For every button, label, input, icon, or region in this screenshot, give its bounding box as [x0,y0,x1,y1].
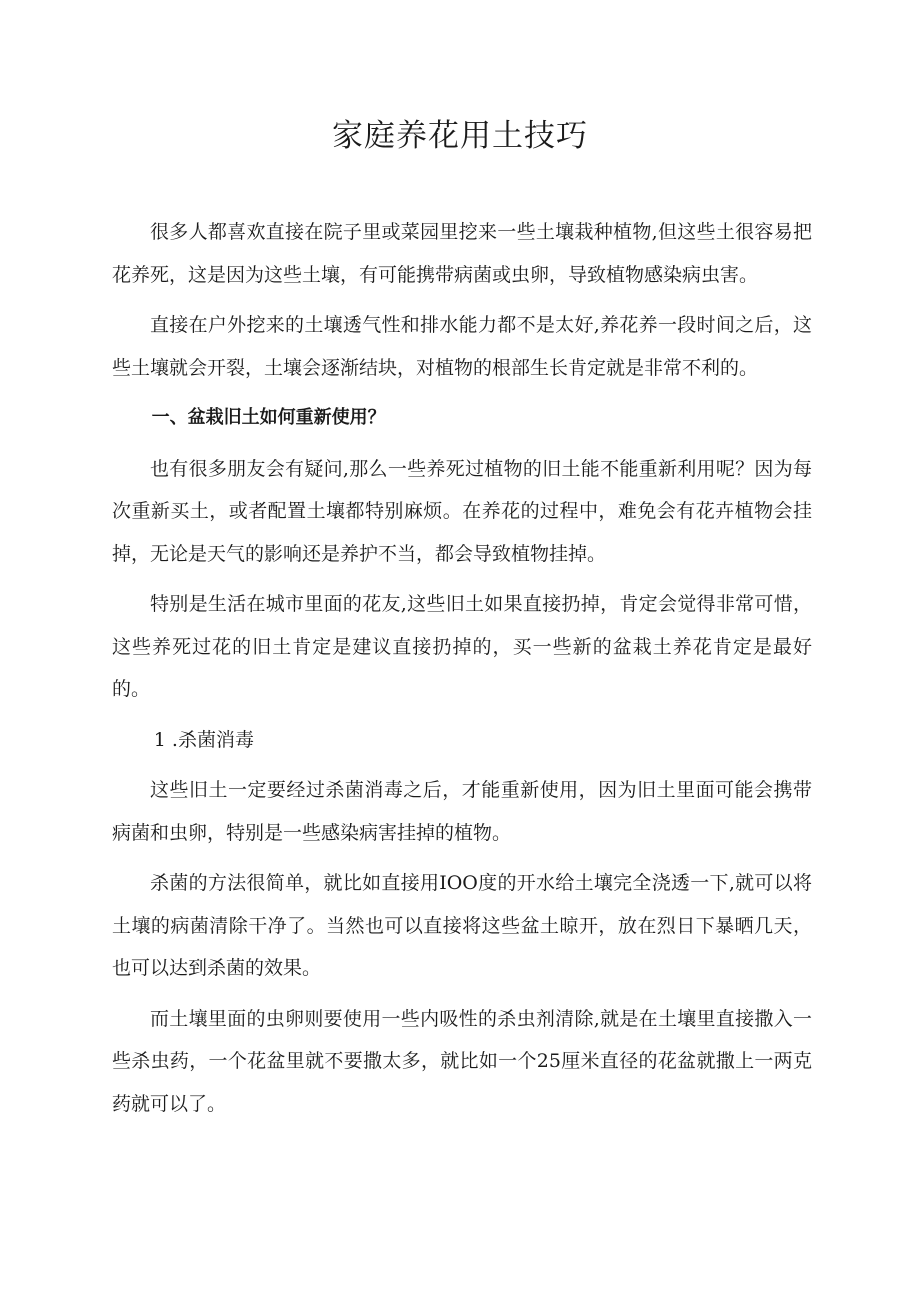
paragraph-1: 很多人都喜欢直接在院子里或菜园里挖来一些土壤栽种植物,但这些土很容易把花养死，这是因为这些土壤，有可能携带病菌或虫卵，导致植物感染病虫害。 [112,221,812,286]
section-heading: 一、盆栽旧土如何重新使用？ [151,407,386,428]
paragraph-2: 直接在户外挖来的土壤透气性和排水能力都不是太好,养花养一段时间之后，这些土壤就会开裂，土壤会逐渐结块，对植物的根部生长肯定就是非常不利的。 [112,314,812,379]
document-body [112,211,812,1133]
paragraph-6: 杀菌的方法很简单，就比如直接用IOO度的开水给土壤完全浇透一下,就可以将土壤的病菌清除干净了。当然也可以直接将这些盆土晾开，放在烈日下暴晒几天，也可以达到杀菌的效果。 [112,872,812,979]
paragraph-3: 也有很多朋友会有疑问,那么一些养死过植物的旧土能不能重新利用呢？因为每次重新买土，或者配置土壤都特别麻烦。在养花的过程中，难免会有花卉植物会挂掉，无论是天气的影响还是养护不当，都会导致植物挂掉。 [112,457,812,565]
document-title: 家庭养花用土技巧 [332,118,588,154]
subsection-heading: 1 .杀菌消毒 [153,728,254,751]
paragraph-7: 而土壤里面的虫卵则要使用一些内吸性的杀虫剂清除,就是在土壤里直接撒入一些杀虫药，一个花盆里就不要撒太多，就比如一个25厘米直径的花盆就撒上一两克药就可以了。 [112,1007,812,1115]
paragraph-5: 这些旧土一定要经过杀菌消毒之后，才能重新使用，因为旧土里面可能会携带病菌和虫卵，特别是一些感染病害挂掉的植物。 [112,779,812,844]
paragraph-4: 特别是生活在城市里面的花友,这些旧土如果直接扔掉，肯定会觉得非常可惜，这些养死过花的旧土肯定是建议直接扔掉的，买一些新的盆栽土养花肯定是最好的。 [112,593,812,700]
